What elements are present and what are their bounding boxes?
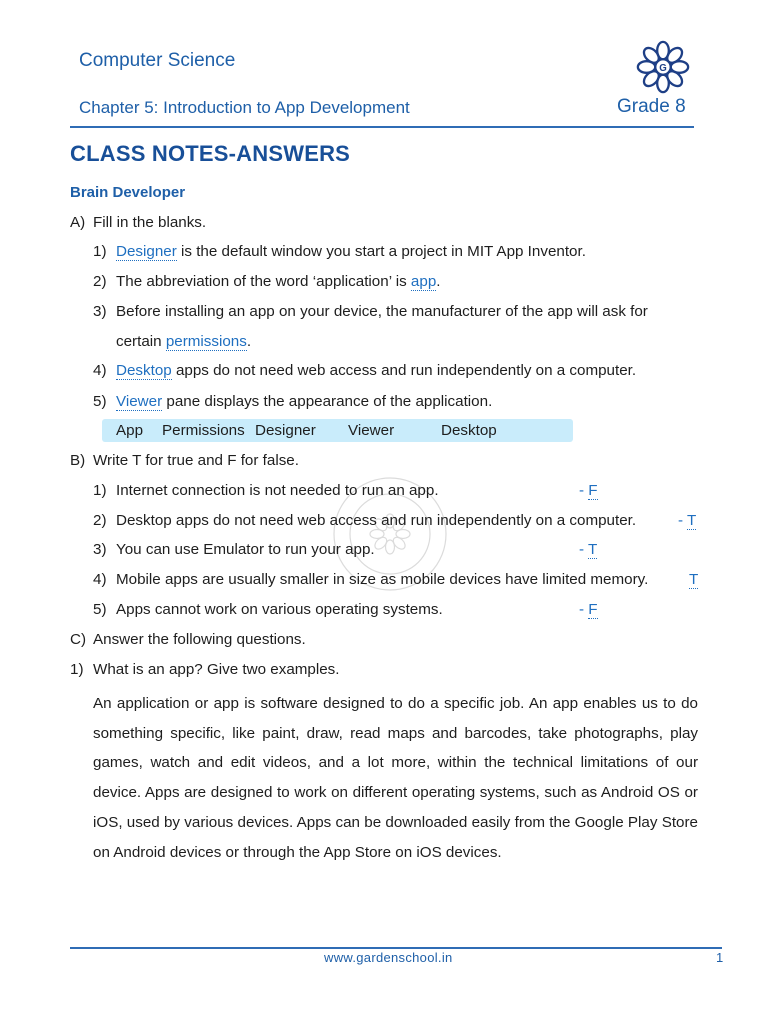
tf-dash: - [579,601,589,618]
tf-dash: - [678,512,688,529]
item-text: apps do not need web access and run independently on a computer. [171,362,637,379]
tf-answer: F [588,601,598,618]
item-number: 1) [93,243,107,260]
footer-divider [70,947,722,949]
item-number: 2) [93,512,107,529]
tf-answer: T [588,541,598,558]
part-c-label: C) [70,631,87,648]
part-a-instruction: Fill in the blanks. [93,214,207,231]
tf-answer: T [689,571,699,588]
item-text: is the default window you start a project in MIT App Inventor. [176,243,586,260]
part-c-instruction: Answer the following questions. [93,631,306,648]
true-false-item [93,600,713,620]
fill-blank-item [93,361,637,381]
question-number: 1) [70,661,84,678]
tf-dash: - [579,541,589,558]
page-number: 1 [716,950,724,965]
part-b-instruction: Write T for true and F for false. [93,452,299,469]
word-bank-item: Desktop [441,422,497,439]
true-false-item [93,511,713,531]
tf-answer: F [588,482,598,499]
answer-viewer: Viewer [116,393,163,410]
answer-designer: Designer [116,243,177,260]
part-a-label: A) [70,214,86,231]
item-text: Internet connection is not needed to run an app. [116,482,439,499]
question-1 [70,660,340,680]
word-bank-item: Viewer [348,422,395,439]
item-number: 4) [93,362,107,379]
item-text: The abbreviation of the word ‘application’ is [116,273,411,290]
word-bank [102,419,573,442]
part-c-heading [70,630,306,650]
footer-website-link[interactable]: www.gardenschool.in [324,950,453,965]
item-text: Apps cannot work on various operating systems. [116,601,443,618]
grade-label: Grade 8 [617,96,686,117]
part-a-heading [70,213,207,233]
item-text: Mobile apps are usually smaller in size as mobile devices have limited memory. [116,571,649,588]
item-text: Before installing an app on your device, the manufacturer of the app will ask for [116,303,648,320]
item-text: Desktop apps do not need web access and run independently on a computer. [116,512,637,529]
answer-permissions: permissions [165,333,247,350]
item-text-end: . [436,273,441,290]
item-number: 2) [93,273,107,290]
answer-desktop: Desktop [116,362,172,379]
subject-title: Computer Science [79,50,236,71]
word-bank-item: Designer [255,422,316,439]
true-false-item [93,540,713,560]
item-number: 4) [93,571,107,588]
fill-blank-item-continued [116,332,251,352]
part-b-label: B) [70,452,86,469]
page-title: CLASS NOTES-ANSWERS [70,141,351,166]
chapter-title: Chapter 5: Introduction to App Development [79,98,410,117]
item-text-end: . [246,333,252,350]
word-bank-item: Permissions [162,422,245,439]
item-text: pane displays the appearance of the application. [162,393,493,410]
word-bank-item: App [116,422,144,439]
item-number: 3) [93,541,107,558]
fill-blank-item [93,392,493,412]
tf-dash: - [579,482,589,499]
tf-answer: T [687,512,697,529]
section-heading: Brain Developer [70,184,186,201]
fill-blank-item [93,242,586,262]
fill-blank-item [93,272,441,292]
true-false-item [93,481,713,501]
item-number: 3) [93,303,107,320]
item-text: You can use Emulator to run your app. [116,541,375,558]
svg-text:G: G [659,62,667,74]
answer-paragraph: An application or app is software designed to do a specific job. An app enables us to do something specific, like paint, draw, read maps and barcodes, take photographs, play games, watch and edit videos, and a lot more, within the technical limitations of our device. Apps are designed to work on different operating systems, such as Android OS or iOS, used by various devices. Apps can be downloaded easily from the Google Play Store on Android devices or through the App Store on iOS devices. [93,695,698,861]
item-number: 5) [93,393,107,410]
answer-app: app [410,273,437,290]
school-logo-icon [634,38,692,96]
part-b-heading [70,451,299,471]
item-number: 5) [93,601,107,618]
header-divider [70,126,694,128]
fill-blank-item [93,302,648,322]
item-number: 1) [93,482,107,499]
item-text: certain [116,333,166,350]
question-text: What is an app? Give two examples. [93,661,340,678]
true-false-item [93,570,713,590]
